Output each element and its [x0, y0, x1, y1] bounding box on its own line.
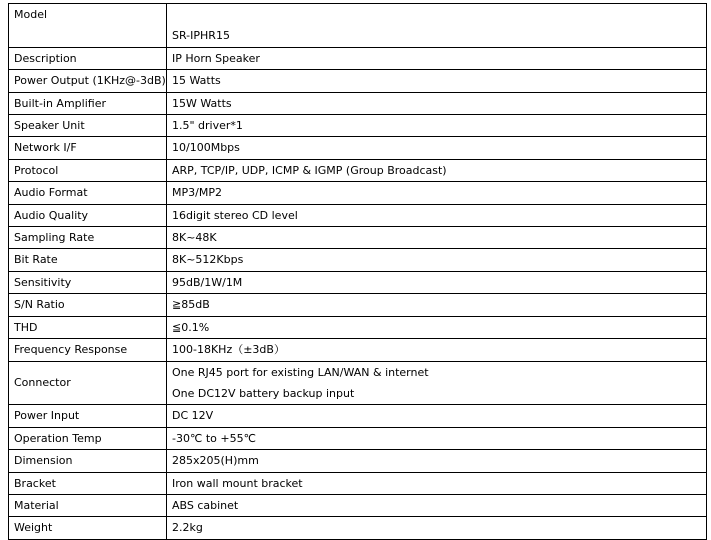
spec-value: [167, 227, 707, 249]
spec-value-line: 95dB/1W/1M: [172, 275, 243, 289]
spec-value-line: 100-18KHz（±3dB）: [172, 343, 285, 357]
spec-label: Dimension: [9, 450, 167, 472]
table-row: [9, 249, 707, 271]
spec-table-body: [9, 4, 707, 540]
spec-value: [167, 159, 707, 181]
table-row: [9, 405, 707, 427]
spec-value-line: DC 12V: [172, 409, 214, 423]
table-row: [9, 204, 707, 226]
table-row: [9, 339, 707, 361]
spec-label: Model: [9, 4, 167, 48]
spec-value: [167, 294, 707, 316]
spec-label: Speaker Unit: [9, 115, 167, 137]
spec-value-line: Iron wall mount bracket: [172, 476, 303, 490]
spec-value: [167, 137, 707, 159]
spec-value-line: 1.5" driver*1: [172, 119, 243, 133]
spec-value: [167, 4, 707, 48]
spec-value-line: ARP, TCP/IP, UDP, ICMP & IGMP (Group Broadcast): [172, 163, 447, 177]
spec-value: [167, 115, 707, 137]
spec-label: Power Output (1KHz@-3dB): [9, 70, 167, 92]
table-row: [9, 427, 707, 449]
spec-label: Material: [9, 494, 167, 516]
table-row: [9, 137, 707, 159]
spec-value-line: SR-IPHR15: [172, 29, 230, 43]
table-row: [9, 361, 707, 405]
spec-label: Audio Quality: [9, 204, 167, 226]
table-row: [9, 4, 707, 48]
spec-label: Bit Rate: [9, 249, 167, 271]
spec-value: [167, 361, 707, 405]
spec-value: [167, 427, 707, 449]
spec-value: [167, 70, 707, 92]
spec-value: [167, 339, 707, 361]
spec-value: [167, 249, 707, 271]
spec-label: Weight: [9, 517, 167, 539]
spec-value-line: One RJ45 port for existing LAN/WAN & internet: [172, 365, 429, 379]
spec-value: [167, 494, 707, 516]
spec-label: Built-in Amplifier: [9, 92, 167, 114]
table-row: [9, 159, 707, 181]
table-row: [9, 47, 707, 69]
table-row: [9, 494, 707, 516]
spec-label: Operation Temp: [9, 427, 167, 449]
spec-value: [167, 182, 707, 204]
table-row: [9, 227, 707, 249]
spec-value: [167, 517, 707, 539]
spec-value: [167, 472, 707, 494]
spec-label: Connector: [9, 361, 167, 405]
spec-value: [167, 47, 707, 69]
spec-label: THD: [9, 316, 167, 338]
spec-label: Sensitivity: [9, 271, 167, 293]
spec-value-line: [172, 4, 706, 25]
table-row: [9, 517, 707, 539]
table-row: [9, 115, 707, 137]
spec-value-line: 8K~512Kbps: [172, 253, 244, 267]
spec-value-line: 10/100Mbps: [172, 141, 240, 155]
spec-value-line: IP Horn Speaker: [172, 51, 260, 65]
spec-value-line: One DC12V battery backup input: [172, 386, 355, 400]
spec-value: [167, 316, 707, 338]
spec-label: Frequency Response: [9, 339, 167, 361]
spec-value-line: 16digit stereo CD level: [172, 208, 298, 222]
table-row: [9, 294, 707, 316]
spec-value-line: 15 Watts: [172, 74, 221, 88]
spec-value-line: 8K~48K: [172, 231, 217, 245]
spec-value-line: 15W Watts: [172, 96, 232, 110]
table-row: [9, 70, 707, 92]
spec-value-line: -30℃ to +55℃: [172, 431, 256, 445]
spec-value-line: 2.2kg: [172, 521, 203, 535]
spec-value: [167, 450, 707, 472]
table-row: [9, 92, 707, 114]
table-row: [9, 182, 707, 204]
table-row: [9, 316, 707, 338]
spec-label: Sampling Rate: [9, 227, 167, 249]
spec-value-line: ≧85dB: [172, 298, 210, 312]
spec-table: [8, 3, 707, 540]
spec-label: Protocol: [9, 159, 167, 181]
table-row: [9, 450, 707, 472]
spec-value-line: 285x205(H)mm: [172, 454, 259, 468]
table-row: [9, 472, 707, 494]
spec-label: Description: [9, 47, 167, 69]
spec-value-line: ABS cabinet: [172, 498, 239, 512]
spec-value: [167, 271, 707, 293]
spec-label: S/N Ratio: [9, 294, 167, 316]
spec-value-line: MP3/MP2: [172, 186, 222, 200]
spec-label: Network I/F: [9, 137, 167, 159]
spec-label: Bracket: [9, 472, 167, 494]
spec-value: [167, 405, 707, 427]
spec-value: [167, 204, 707, 226]
spec-value: [167, 92, 707, 114]
table-row: [9, 271, 707, 293]
spec-value-line: ≦0.1%: [172, 320, 210, 334]
spec-label: Power Input: [9, 405, 167, 427]
spec-label: Audio Format: [9, 182, 167, 204]
